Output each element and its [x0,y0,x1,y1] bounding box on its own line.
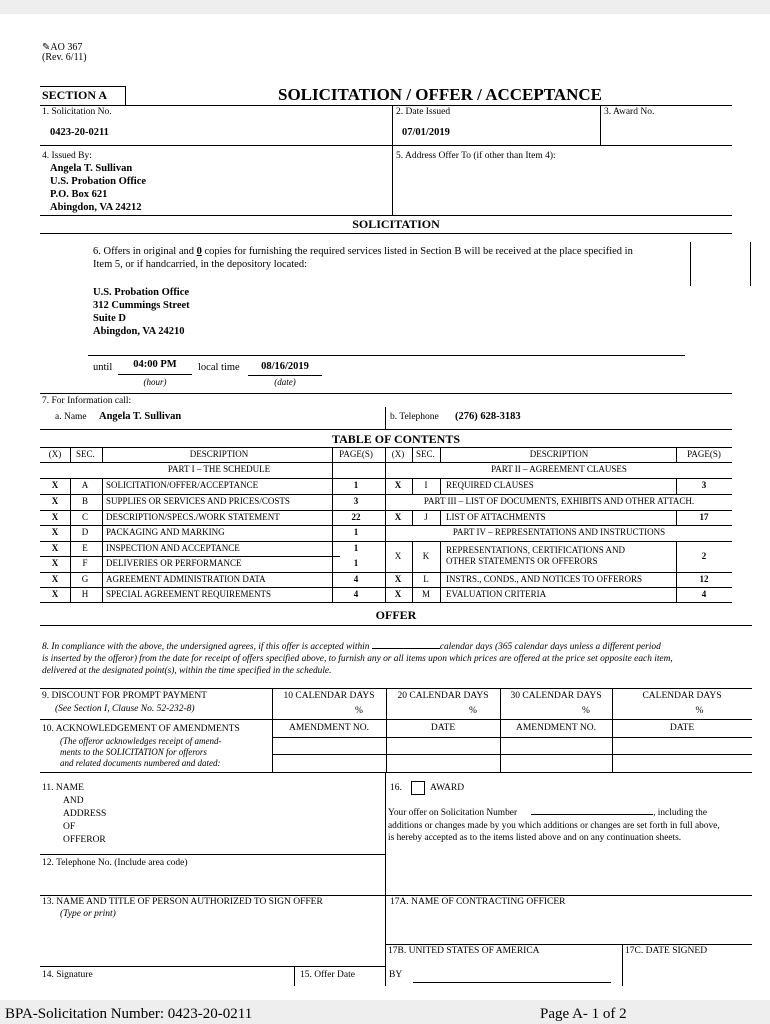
toc-part1: PART I – THE SCHEDULE [167,464,271,474]
award-item-no: 16. [390,783,402,793]
top-band [0,0,770,14]
contact-name-label: a. Name [55,412,87,422]
contact-phone-label: b. Telephone [390,412,439,422]
contracting-officer-label: 17A. NAME OF CONTRACTING OFFICER [390,897,566,907]
amendment-col: AMENDMENT NO. [288,723,370,733]
depository-line: Abingdon, VA 24210 [93,326,185,337]
discount-pct[interactable]: % [469,706,477,716]
issued-by-line: Abingdon, VA 24212 [50,202,142,213]
footer-solicitation: BPA-Solicitation Number: 0423-20-0211 [5,1006,253,1022]
discount-col: 20 CALENDAR DAYS [397,691,489,701]
award-line2: additions or changes made by you which additions or changes are set forth in full above, [388,821,720,831]
toc-row-k-sec: K [422,551,430,561]
local-time-label: local time [198,362,240,373]
toc-row-k-desc: OTHER STATEMENTS OR OFFERORS [446,556,598,566]
item8-line1: 8. In compliance with the above, the undersigned agrees, if this offer is accepted within calendar days (365 calendar days unless a different period [42,642,661,652]
award-line1: Your offer on Solicitation Number , including the [388,808,707,818]
form-title: SOLICITATION / OFFER / ACCEPTANCE [278,85,602,104]
info-call-label: 7. For Information call: [42,396,132,406]
offer-date-label: 15. Offer Date [300,970,355,980]
date-issued-value: 07/01/2019 [402,127,450,138]
amendment-col: DATE [430,723,456,733]
discount-col: 30 CALENDAR DAYS [510,691,602,701]
issued-by-line: Angela T. Sullivan [50,163,133,174]
discount-pct[interactable]: % [355,706,363,716]
amendments-sub: ments to the SOLICITATION for offerors [60,747,207,757]
toc-part3: PART III – LIST OF DOCUMENTS, EXHIBITS AND OTHER ATTACH. [423,496,695,506]
depository-line: 312 Cummings Street [93,300,190,311]
item8-line3: delivered at the designated point(s), within the time specified in the schedule. [42,666,332,676]
toc-row: X C DESCRIPTION/SPECS./WORK STATEMENT 22 X J LIST OF ATTACHMENTS 17 [51,512,709,522]
date-issued-label: 2. Date Issued [396,107,451,117]
discount-label: 9. DISCOUNT FOR PROMPT PAYMENT [42,691,207,701]
amendment-col: AMENDMENT NO. [515,723,597,733]
discount-pct[interactable]: % [582,706,590,716]
amendments-label: 10. ACKNOWLEDGEMENT OF AMENDMENTS [42,724,240,734]
issued-by-label: 4. Issued By: [42,151,92,161]
hour-caption: (hour) [143,377,167,387]
discount-sub: (See Section I, Clause No. 52-232-8) [55,704,195,714]
offeror-line: AND [63,796,84,806]
toc-row: X H SPECIAL AGREEMENT REQUIREMENTS 4 X M EVALUATION CRITERIA 4 [51,589,707,599]
discount-col: 10 CALENDAR DAYS [283,691,375,701]
item6-line1: 6. Offers in original and 0 copies for furnishing the required services listed in Section B will be received at the place specified in [93,246,633,257]
discount-col: CALENDAR DAYS [642,691,722,701]
date-signed-label: 17C. DATE SIGNED [625,946,708,956]
toc-part2: PART II – AGREEMENT CLAUSES [491,464,627,474]
offeror-line: OF [63,822,76,832]
toc-row-k-x: X [394,551,402,561]
date-caption: (date) [274,377,296,387]
issued-by-line: U.S. Probation Office [50,176,147,187]
contact-name: Angela T. Sullivan [99,411,182,422]
toc-row-k-pages: 2 [701,551,707,561]
offer-time[interactable]: 04:00 PM [133,359,177,370]
contact-phone: (276) 628-3183 [455,411,521,422]
form-revision: (Rev. 6/11) [42,52,87,63]
toc-row: X A SOLICITATION/OFFER/ACCEPTANCE 1 X I REQUIRED CLAUSES 3 [51,480,707,490]
discount-pct[interactable]: % [695,706,704,716]
award-label: AWARD [430,783,465,793]
by-label: BY [389,970,403,980]
telephone-label: 12. Telephone No. (Include area code) [42,858,188,868]
offer-heading: OFFER [375,608,417,622]
offeror-line: OFFEROR [63,835,106,845]
toc-row: X D PACKAGING AND MARKING 1 PART IV – REPRESENTATIONS AND INSTRUCTIONS [40,525,732,540]
toc-row: X F DELIVERIES OR PERFORMANCE 1 [51,558,359,568]
pencil-icon: ✎ [42,42,51,53]
toc-part4: PART IV – REPRESENTATIONS AND INSTRUCTIONS [452,527,666,537]
offeror-line: ADDRESS [63,809,107,819]
issued-by-line: P.O. Box 621 [50,189,108,200]
solicitation-heading: SOLICITATION [352,217,440,231]
toc-heading: TABLE OF CONTENTS [331,432,461,446]
copies-count: 0 [196,246,202,257]
usa-label: 17B. UNITED STATES OF AMERICA [388,946,540,956]
footer-page: Page A- 1 of 2 [540,1006,627,1022]
solicitation-no-label: 1. Solicitation No. [42,107,112,117]
item6-line2: Item 5, or if handcarried, in the depository located: [93,259,308,270]
depository-line: Suite D [93,313,126,324]
depository-line: U.S. Probation Office [93,287,190,298]
toc-row: X B SUPPLIES OR SERVICES AND PRICES/COSTS 3 PART III – LIST OF DOCUMENTS, EXHIBITS AND OTHER ATTACH. [40,494,732,509]
item8-line2: is inserted by the offeror) from the date for receipt of offers specified above, to furnish any or all items upon which prices are offered at the price set opposite each item, [42,654,673,664]
award-solicitation-field[interactable] [531,814,653,815]
signer-sub: (Type or print) [60,909,116,919]
acceptance-days-field[interactable] [372,648,440,649]
signer-label: 13. NAME AND TITLE OF PERSON AUTHORIZED TO SIGN OFFER [42,897,323,907]
until-label: until [93,362,113,373]
toc-row-k-desc: REPRESENTATIONS, CERTIFICATIONS AND [446,545,626,555]
solicitation-no-value: 0423-20-0211 [50,127,109,138]
toc-row: X G AGREEMENT ADMINISTRATION DATA 4 X L INSTRS., CONDS., AND NOTICES TO OFFERORS 12 [51,574,709,584]
award-line3: is hereby accepted as to the items listed above and on any continuation sheets. [388,833,682,843]
section-label: SECTION A [42,88,108,102]
form-id: ✎AO 367 [42,42,83,53]
toc-row: X E INSPECTION AND ACCEPTANCE 1 [51,543,359,553]
award-no-label: 3. Award No. [604,107,655,117]
address-offer-label: 5. Address Offer To (if other than Item 4): [396,151,556,161]
amendment-col: DATE [669,723,695,733]
offeror-label: 11. NAME [42,783,84,793]
signature-label: 14. Signature [42,970,93,980]
offer-date[interactable]: 08/16/2019 [261,361,309,372]
amendments-sub: (The offeror acknowledges receipt of amend- [60,736,222,746]
amendments-sub: and related documents numbered and dated: [60,758,221,768]
award-checkbox[interactable] [411,781,425,795]
